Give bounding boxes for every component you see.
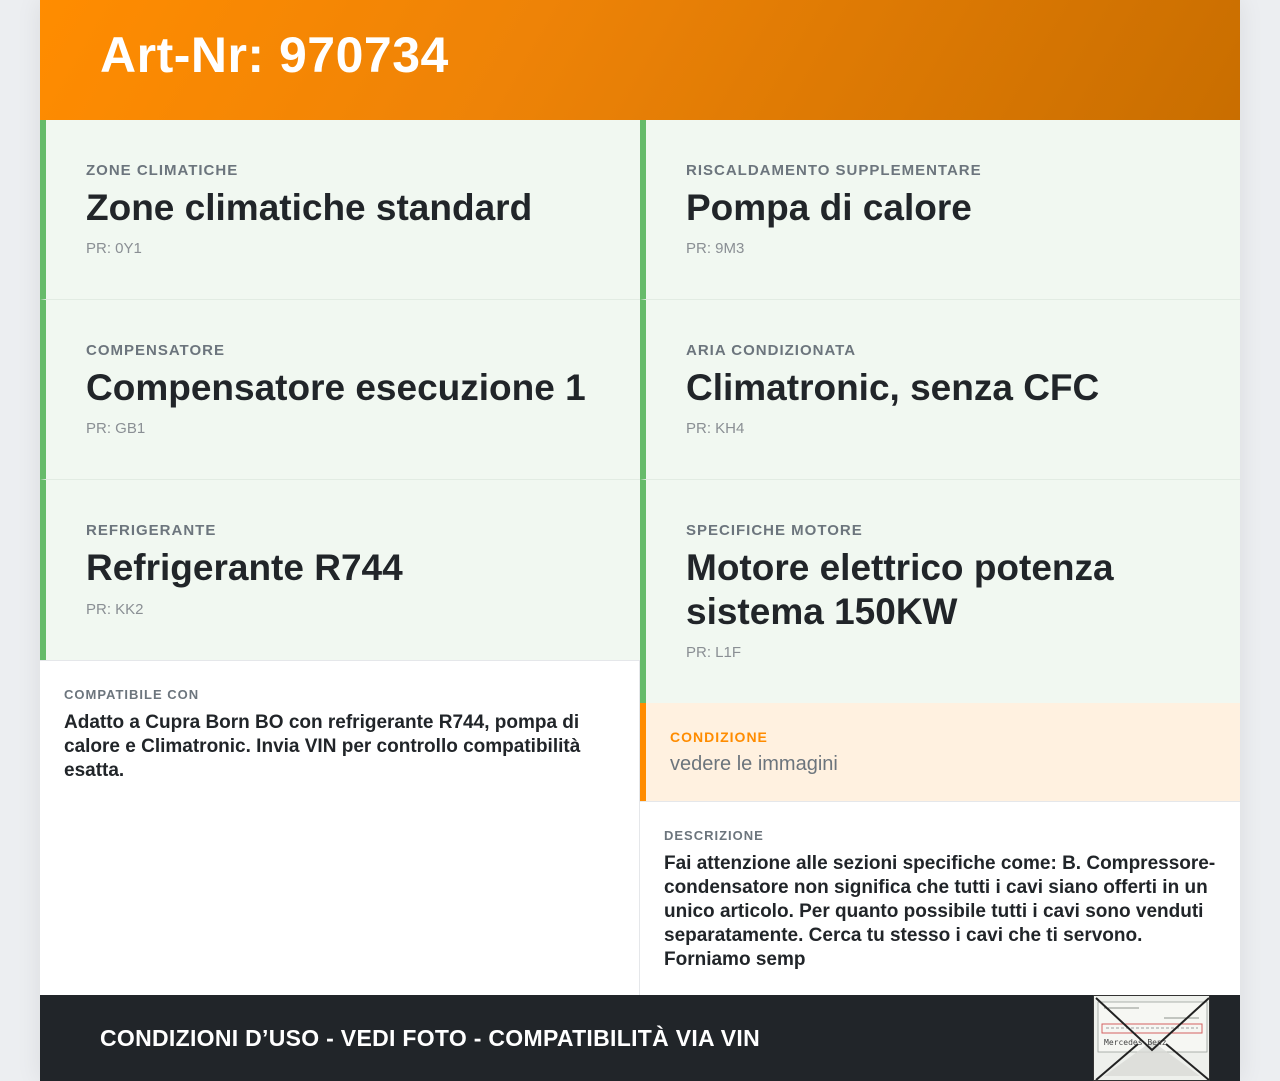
spec-label: SPECIFICHE MOTORE bbox=[686, 522, 863, 539]
envelope-icon bbox=[1094, 996, 1210, 1081]
spec-value: Compensatore esecuzione 1 bbox=[86, 367, 586, 408]
spec-label: ARIA CONDIZIONATA bbox=[686, 342, 857, 359]
condition-label: CONDIZIONE bbox=[670, 729, 768, 745]
description-label: DESCRIZIONE bbox=[664, 828, 764, 843]
header-banner bbox=[40, 0, 1240, 120]
footer-bar bbox=[40, 995, 1240, 1081]
spec-pr-code: PR: L1F bbox=[686, 644, 742, 661]
product-photo-thumbnail[interactable] bbox=[1093, 995, 1210, 1081]
spec-value: Refrigerante R744 bbox=[86, 547, 403, 588]
compatibility-section bbox=[40, 660, 640, 995]
article-number-title: Art-Nr: 970734 bbox=[100, 27, 449, 83]
spec-label: REFRIGERANTE bbox=[86, 522, 217, 539]
condition-section bbox=[640, 703, 1240, 801]
spec-value: Motore elettrico potenza sistema 150KW bbox=[686, 547, 1114, 632]
spec-card-refrigerant bbox=[40, 480, 640, 660]
spec-pr-code: PR: GB1 bbox=[86, 420, 146, 437]
spec-value: Zone climatiche standard bbox=[86, 187, 533, 228]
spec-pr-code: PR: 0Y1 bbox=[86, 240, 142, 257]
spec-pr-code: PR: KK2 bbox=[86, 601, 144, 618]
spec-pr-code: PR: KH4 bbox=[686, 420, 745, 437]
compatibility-text: Adatto a Cupra Born BO con refrigerante R744, pompa di calore e Climatronic. Invia VIN per controllo compatibilità esatta. bbox=[64, 712, 581, 781]
spec-label: ZONE CLIMATICHE bbox=[86, 162, 239, 179]
spec-pr-code: PR: 9M3 bbox=[686, 240, 745, 257]
spec-card-climate-zones bbox=[40, 120, 640, 300]
condition-text: vedere le immagini bbox=[670, 753, 838, 775]
spec-card-air-conditioning bbox=[640, 300, 1240, 480]
spec-label: COMPENSATORE bbox=[86, 342, 225, 359]
spec-card-compensator bbox=[40, 300, 640, 480]
spec-card-auxiliary-heating bbox=[640, 120, 1240, 300]
spec-value: Climatronic, senza CFC bbox=[686, 367, 1100, 408]
description-section bbox=[640, 801, 1240, 995]
spec-card-motor-specs bbox=[640, 480, 1240, 703]
product-sheet bbox=[40, 0, 1240, 1081]
spec-value: Pompa di calore bbox=[686, 187, 972, 228]
description-text: Fai attenzione alle sezioni specifiche come: B. Compressore-condensatore non significa che tutti i cavi siano offerti in un unico articolo. Per quanto possibile tutti i cavi sono venduti separatamente. Cerca tu stesso i cavi che ti servono. Forniamo semp bbox=[664, 853, 1216, 970]
spec-label: RISCALDAMENTO SUPPLEMENTARE bbox=[686, 162, 982, 179]
footer-terms-text: CONDIZIONI D’USO - VEDI FOTO - COMPATIBILITÀ VIA VIN bbox=[100, 1025, 761, 1051]
thumbnail-text: Mercedes-Benz bbox=[1104, 1038, 1167, 1047]
compatibility-label: COMPATIBILE CON bbox=[64, 687, 200, 702]
